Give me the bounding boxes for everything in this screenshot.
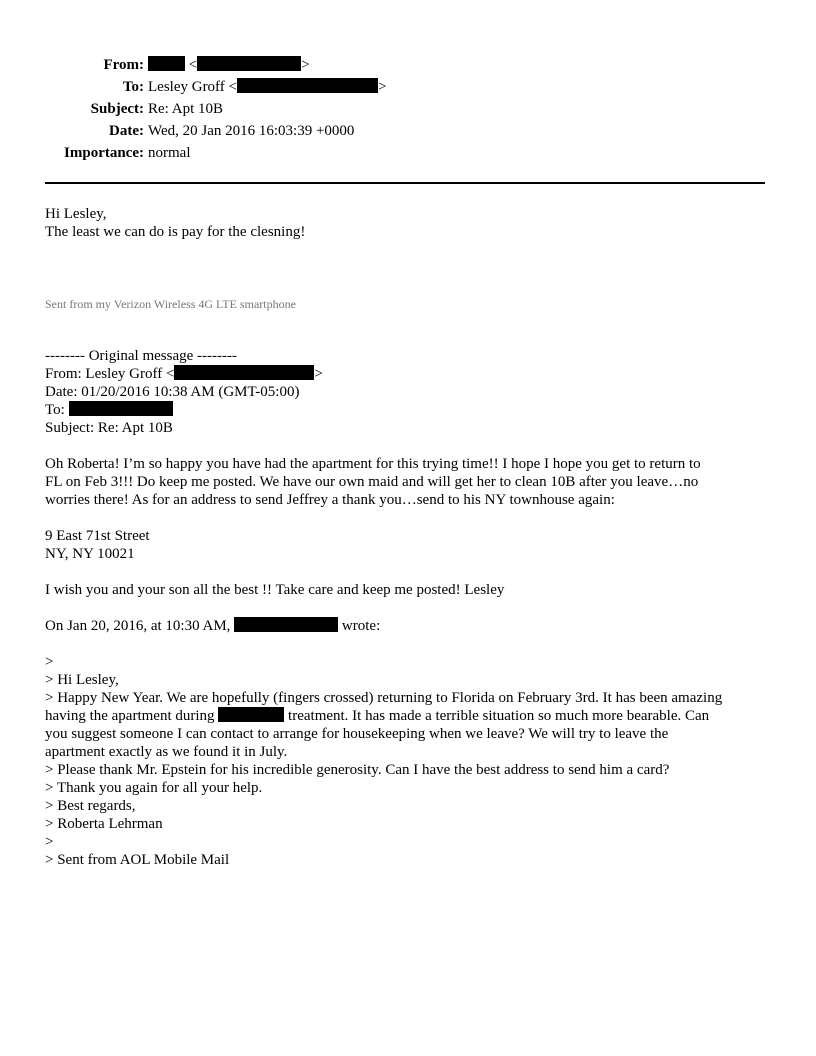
body-line: FL on Feb 3!!! Do keep me posted. We have our own maid and will get her to clean 10B after you leave…no xyxy=(45,474,699,490)
original-body xyxy=(45,455,773,509)
quoted-suffix: treatment. It has made a terrible situation so much more bearable. Can xyxy=(284,708,710,724)
quoted-line: > Sent from AOL Mobile Mail xyxy=(45,852,230,868)
original-from-text: From: Lesley Groff < xyxy=(45,366,175,382)
quoted-line: > Best regards, xyxy=(45,798,136,814)
body-line: Oh Roberta! I’m so happy you have had the apartment for this trying time!! I hope I hope you get to return to xyxy=(45,456,701,472)
original-to-text: To: xyxy=(45,402,69,418)
quoted-line: > Roberta Lehrman xyxy=(45,816,163,832)
original-from xyxy=(45,365,773,383)
importance-value: normal xyxy=(148,145,191,161)
quoted-line: apartment exactly as we found it in July. xyxy=(45,744,288,760)
original-closing: I wish you and your son all the best !! Take care and keep me posted! Lesley xyxy=(45,582,505,598)
importance-row xyxy=(0,142,386,164)
redaction-box xyxy=(237,78,378,93)
reply-greeting: Hi Lesley, xyxy=(45,206,107,222)
reply-body xyxy=(45,205,773,241)
to-value xyxy=(148,76,386,98)
reply-text: The least we can do is pay for the clesning! xyxy=(45,224,306,240)
from-value xyxy=(148,54,310,76)
redaction-box xyxy=(197,56,301,71)
wrote-prefix: On Jan 20, 2016, at 10:30 AM, xyxy=(45,618,235,634)
from-open-bracket: < xyxy=(188,57,198,73)
quoted-line: you suggest someone I can contact to arrange for housekeeping when we leave? We will try to leave the xyxy=(45,726,669,742)
quoted-message xyxy=(45,653,773,869)
original-divider: -------- Original message -------- xyxy=(45,348,237,364)
quoted-line: > Hi Lesley, xyxy=(45,672,119,688)
date-row xyxy=(0,120,386,142)
quoted-line: > Please thank Mr. Epstein for his incredible generosity. Can I have the best address to send him a card? xyxy=(45,762,670,778)
redaction-box xyxy=(174,365,314,380)
from-row xyxy=(0,54,386,76)
quoted-line: > Happy New Year. We are hopefully (fingers crossed) returning to Florida on February 3rd. It has been amazing xyxy=(45,690,723,706)
address-line: 9 East 71st Street xyxy=(45,528,150,544)
to-row xyxy=(0,76,386,98)
to-label: To: xyxy=(122,79,144,95)
quoted-line: > xyxy=(45,834,54,850)
quoted-line xyxy=(45,707,773,725)
original-to xyxy=(45,401,773,419)
date-label: Date: xyxy=(109,123,144,139)
address xyxy=(45,527,773,563)
subject-label: Subject: xyxy=(90,101,144,117)
date-value: Wed, 20 Jan 2016 16:03:39 +0000 xyxy=(148,123,355,139)
redaction-box xyxy=(148,56,185,71)
from-label: From: xyxy=(103,57,144,73)
to-close-bracket: > xyxy=(378,79,387,95)
subject-row xyxy=(0,98,386,120)
original-date: Date: 01/20/2016 10:38 AM (GMT-05:00) xyxy=(45,384,300,400)
body-line: worries there! As for an address to send Jeffrey a thank you…send to his NY townhouse again: xyxy=(45,492,615,508)
redaction-box xyxy=(69,401,173,416)
redaction-box xyxy=(234,617,338,632)
from-close-bracket: > xyxy=(301,57,310,73)
importance-label: Importance: xyxy=(64,145,144,161)
reply-signature: Sent from my Verizon Wireless 4G LTE smartphone xyxy=(45,297,296,311)
quoted-line: > xyxy=(45,654,54,670)
quoted-prefix: having the apartment during xyxy=(45,708,219,724)
email-header xyxy=(0,54,386,164)
original-from-close: > xyxy=(314,366,323,382)
to-name: Lesley Groff < xyxy=(148,79,237,95)
original-subject: Subject: Re: Apt 10B xyxy=(45,420,173,436)
wrote-line xyxy=(45,617,773,635)
redaction-box xyxy=(218,707,284,722)
original-message xyxy=(45,347,773,437)
header-divider xyxy=(45,182,765,184)
quoted-line: > Thank you again for all your help. xyxy=(45,780,263,796)
wrote-suffix: wrote: xyxy=(338,618,381,634)
subject-value: Re: Apt 10B xyxy=(148,101,224,117)
address-line: NY, NY 10021 xyxy=(45,546,135,562)
